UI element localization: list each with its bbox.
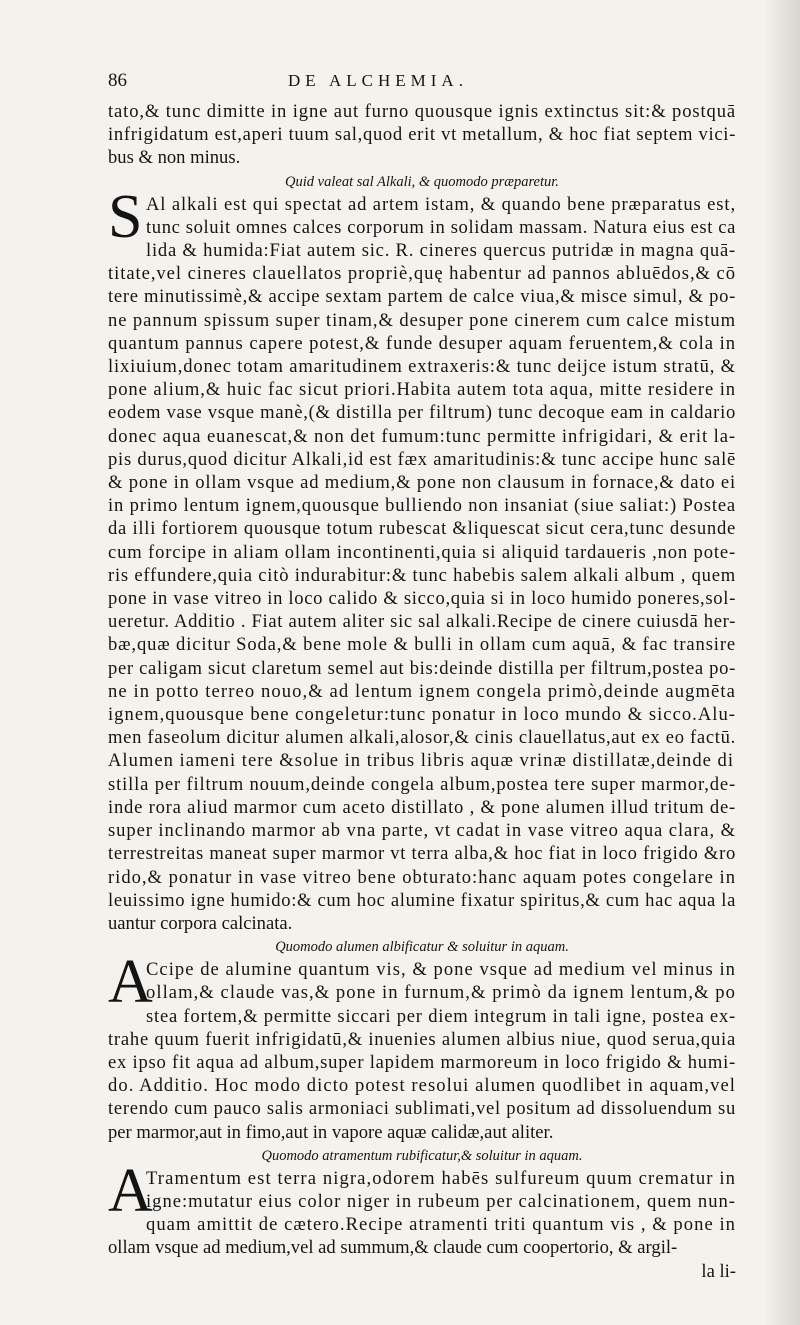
text-line: ne pannum spissum super tinam,& desuper pone cinerem cum calce mistum [108,309,736,331]
book-page [108,70,736,1283]
text-line: infrigidatum est,aperi tuum sal,quod erit vt metallum, & hoc fiat septem vici- [108,124,736,146]
text-line: quam amittit de cætero.Recipe atramenti triti quantum vis , & pone in [146,1214,736,1236]
text-line: eodem vase vsque manè,(& distilla per filtrum) tunc decoque eam in caldario [108,402,736,424]
text-line: per marmor,aut in fimo,aut in vapore aquæ calidæ,aut aliter. [108,1121,554,1143]
text-line: & pone in ollam vsque ad medium,& pone non clausum in fornace,& dato ei [108,472,736,494]
text-line: Ccipe de alumine quantum vis, & pone vsque ad medium vel minus in [146,959,736,981]
drop-capital: A [108,948,153,1017]
text-line: super inclinando marmor ab vna parte, vt cadat in vase vitreo aqua clara, & [108,820,736,842]
section-paragraph [108,948,736,1144]
drop-capital: S [108,182,143,251]
sections [108,171,736,1260]
intro-paragraph [108,100,736,170]
text-line: pone alium,& huic fac sicut priori.Habita autem tota aqua, mitte residere in [108,379,736,401]
text-line: do. Additio. Hoc modo dicto potest resolui alumen quodlibet in aquam,vel [108,1075,736,1097]
text-line: Al alkali est qui spectat ad artem istam, & quando bene præparatus est, [146,193,736,215]
text-line: terendo cum pauco salis armoniaci sublimati,vel positum ad dissoluendum su [108,1098,736,1120]
drop-capital: A [108,1156,153,1225]
text-line: pis durus,quod dicitur Alkali,id est fæx amaritudinis:& tunc accipe hunc salē [108,448,736,470]
text-line: lida & humida:Fiat autem sic. R. cineres quercus putridæ in magna quā- [146,240,736,262]
text-line: ris effundere,quia citò indurabitur:& tunc habebis salem alkali album , quem [108,564,736,586]
text-line: da illi fortiorem quousque totum rubescat &liquescat sicut cera,tunc desunde [108,518,736,540]
text-line: donec aqua euanescat,& non det fumum:tunc permitte infrigidari, & erit la- [108,425,736,447]
text-line: cum forcipe in aliam ollam incontinenti,quia si aliquid tardaueris ,non pote- [108,541,736,563]
text-line: ex ipso fit aqua ad album,super lapidem marmoreum in loco frigido & humi- [108,1051,736,1073]
section-paragraph [108,182,736,936]
section-heading: Quomodo alumen albificatur & soluitur in aquam. [275,939,569,956]
page-header [108,70,736,100]
text-line: ne in potto terreo nouo,& ad lentum ignem congela primò,deinde augmēta [108,680,736,702]
text-line: titate,vel cineres clauellatos propriè,quę habentur ad pannos abluēdos,& cō [108,263,736,285]
catchword: la li- [701,1260,736,1282]
text-line: Tramentum est terra nigra,odorem habēs sulfureum quum crematur in [146,1167,736,1189]
text-line: igne:mutatur eius color niger in rubeum per calcinationem, quem nun- [146,1190,736,1212]
text-line: ueretur. Additio . Fiat autem aliter sic sal alkali.Recipe de cinere cuiusdā her- [108,611,736,633]
page-gutter-shadow [764,0,800,1325]
text-line: trahe quum fuerit infrigidatū,& inuenies alumen albius niue, quod serua,quia [108,1028,736,1050]
text-line: uantur corpora calcinata. [108,912,293,934]
text-line: pone in vase vitreo in loco calido & sicco,quia si in loco humido poneres,sol- [108,588,736,610]
running-head: DE ALCHEMIA. [288,71,468,90]
text-line: quantum pannus capere potest,& funde desuper aquam feruentem,& cola in [108,332,736,354]
text-line: lixiuium,donec totam amaritudinem extraxeris:& tunc deijce istum stratū, & [108,356,736,378]
text-line: tato,& tunc dimitte in igne aut furno quousque ignis extinctus sit:& postquā [108,101,736,122]
text-line: in primo lentum ignem,quousque bulliendo non insaniat (siue saliat:) Postea [108,495,736,517]
text-line: Alumen iameni tere &solue in tribus libris aquæ vrinæ distillatæ,deinde di [108,750,734,772]
page-number: 86 [108,70,127,91]
section-paragraph [108,1156,736,1260]
text-line: ollam,& claude vas,& pone in furnum,& primò da ignem lentum,& po [146,982,736,1004]
text-line: per caligam sicut claretum semel aut bis:deinde distilla per filtrum,postea po- [108,657,736,679]
text-line: stea fortem,& permitte siccari per diem integrum in tali igne, postea ex- [146,1005,736,1027]
section-heading: Quomodo atramentum rubificatur,& soluitur in aquam. [261,1147,583,1164]
section-heading: Quid valeat sal Alkali, & quomodo præparetur. [285,173,559,190]
text-line: inde rora aliud marmor cum aceto distillato , & pone alumen illud tritum de- [108,796,736,818]
text-line: bus & non minus. [108,147,241,169]
text-line: stilla per filtrum nouum,deinde congela album,postea tere super marmor,de- [108,773,736,795]
text-line: terrestreitas maneat super marmor vt terra alba,& hoc fiat in loco frigido &ro [108,843,736,865]
text-line: men faseolum dicitur alumen alkali,alosor,& cinis clauellatus,aut ex eo factū. [108,727,736,749]
text-line: rido,& ponatur in vase vitreo bene obturato:hanc aquam potes congelare in [108,866,736,888]
text-line: leuissimo igne humido:& cum hoc alumine fixatur spiritus,& cum hac aqua la [108,889,736,911]
text-line: ollam vsque ad medium,vel ad summum,& claude cum coopertorio, & argil- [108,1237,678,1259]
text-line: ignem,quousque bene congeletur:tunc ponatur in loco mundo & sicco.Alu- [108,704,736,726]
text-line: tunc soluit omnes calces corporum in solidam massam. Natura eius est ca [146,216,736,238]
text-line: bæ,quæ dicitur Soda,& bene mole & bulli in ollam cum aquā, & fac transire [108,634,736,656]
text-line: tere minutissimè,& accipe sextam partem de calce viua,& misce simul, & po- [108,286,736,308]
